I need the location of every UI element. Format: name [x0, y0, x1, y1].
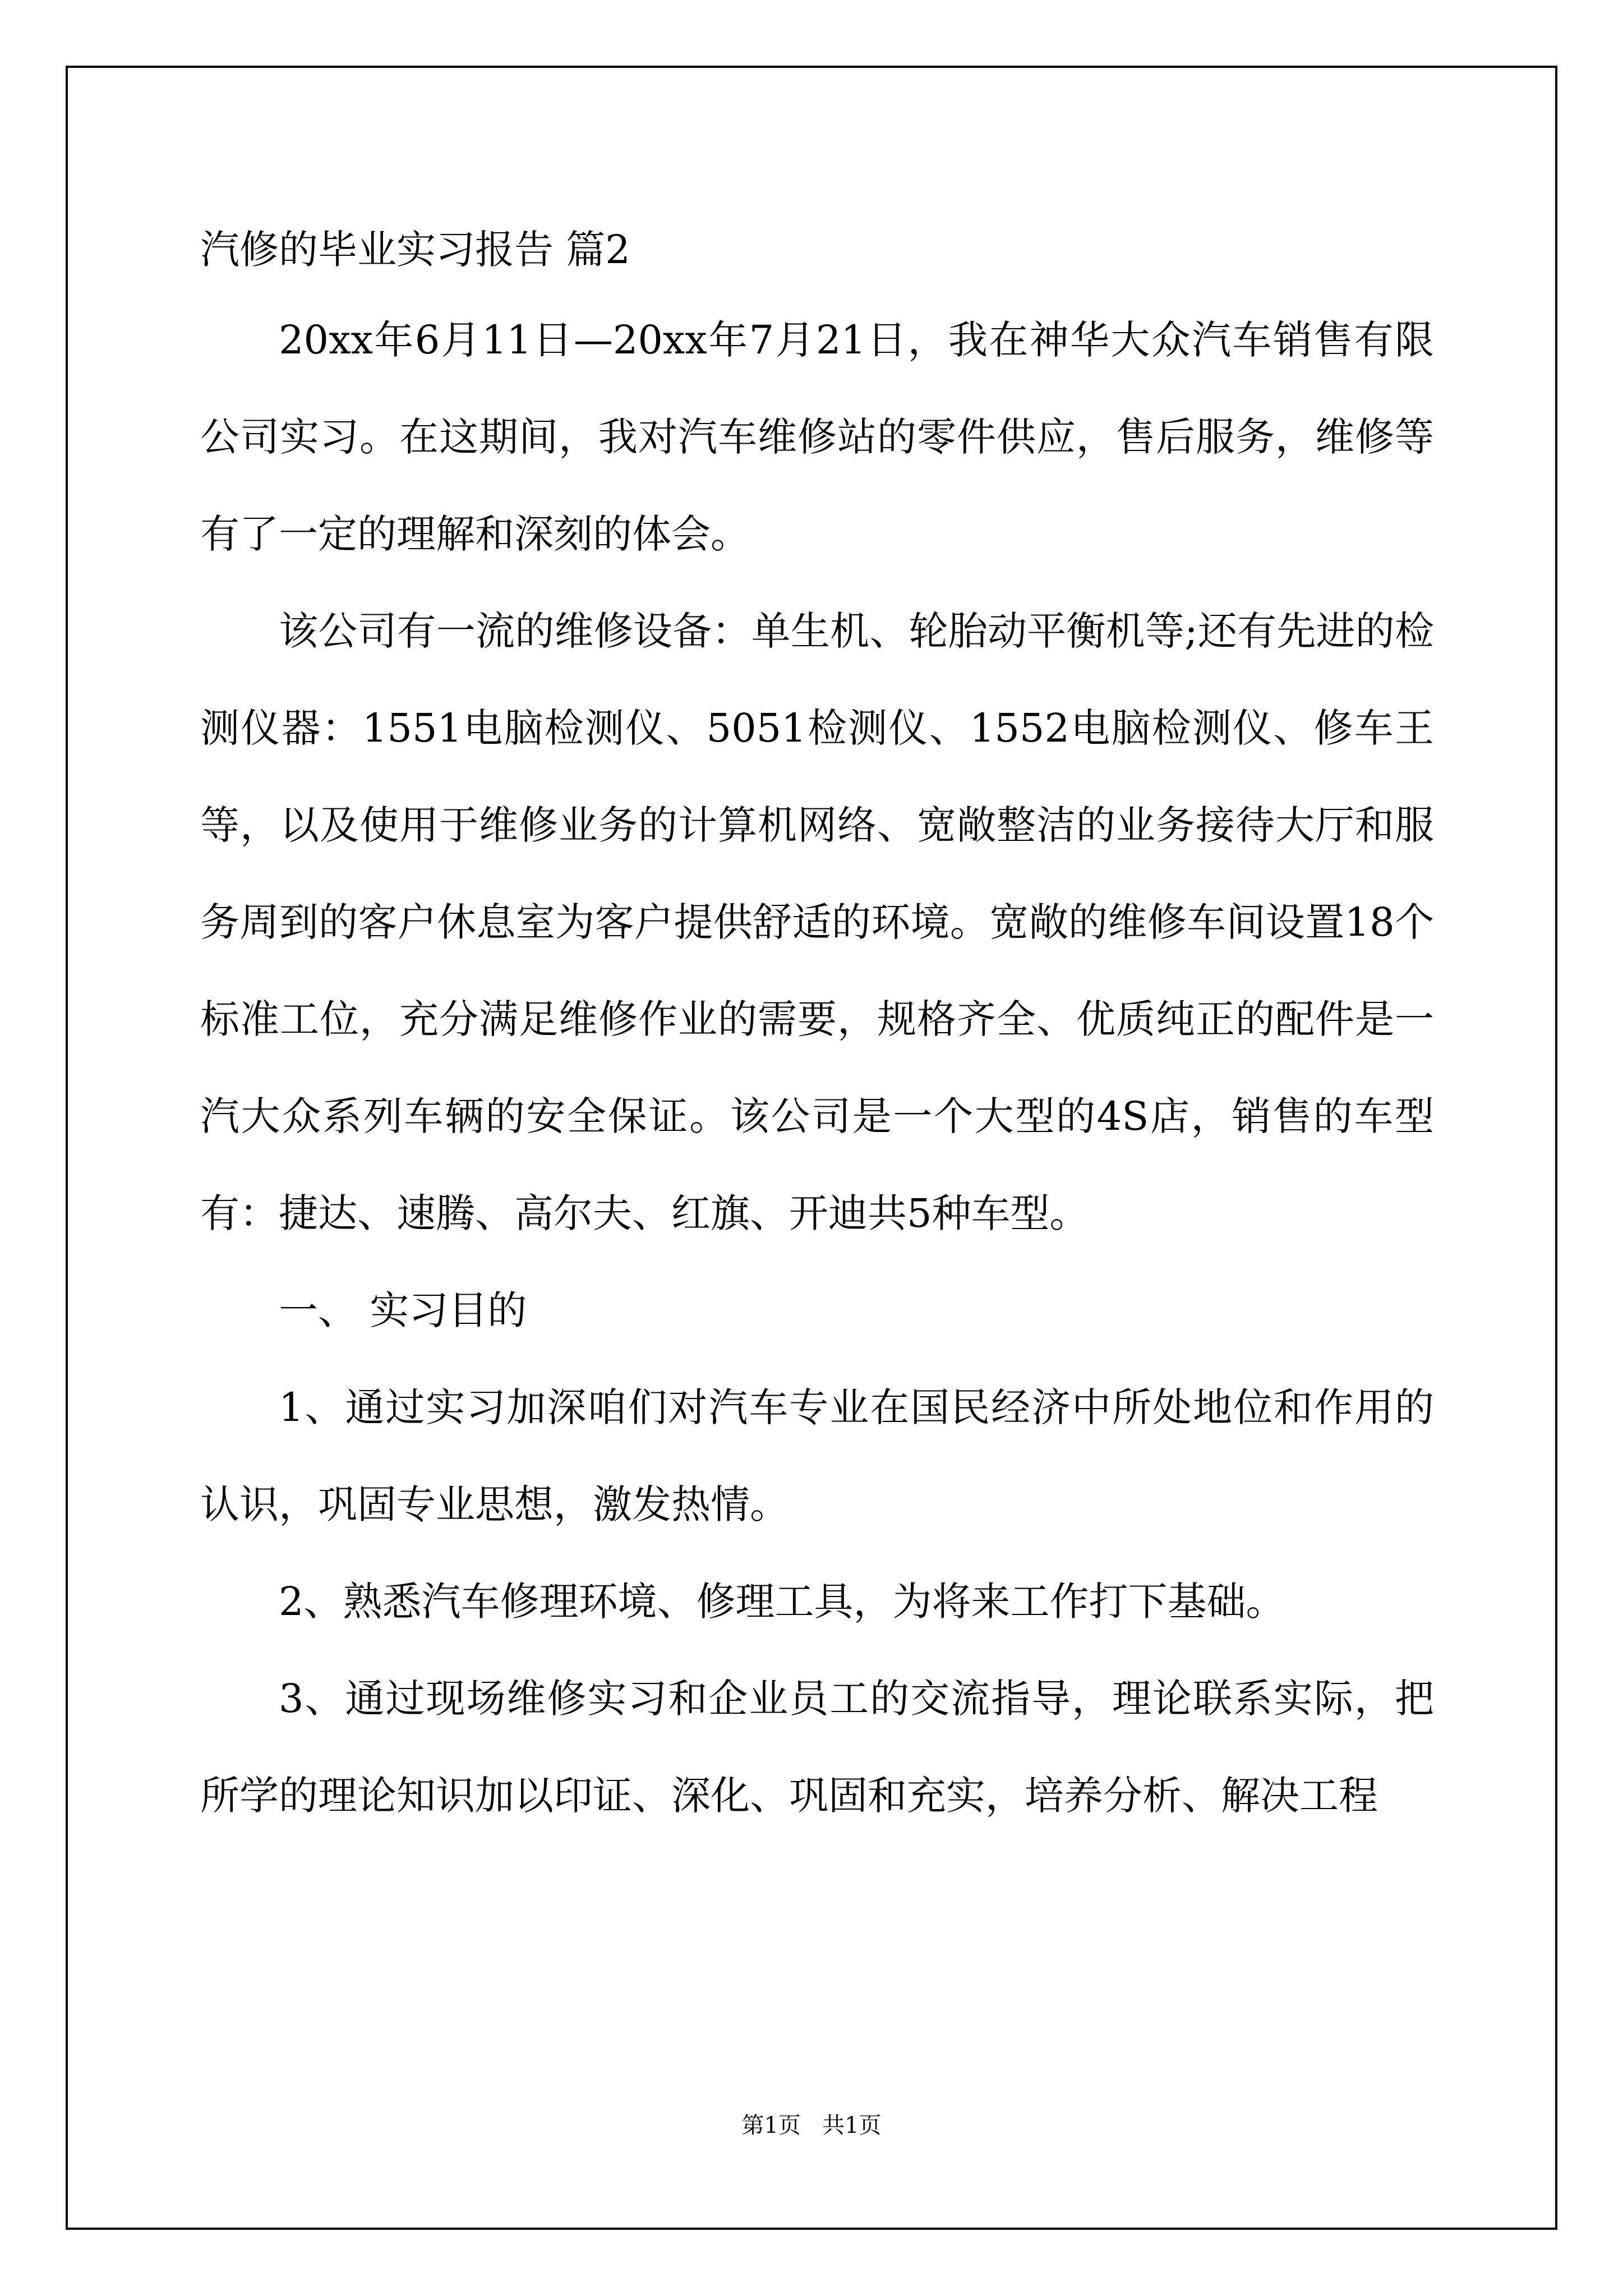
- paragraph-company: 该公司有一流的维修设备：单生机、轮胎动平衡机等;还有先进的检测仪器：1551电脑检测仪、5051检测仪、1552电脑检测仪、修车王等，以及使用于维修业务的计算机网络、宽敞整洁的业务接待大厅和服务周到的客户休息室为客户提供舒适的环境。宽敞的维修车间设置18个标准工位，充分满足维修作业的需要，规格齐全、优质纯正的配件是一汽大众系列车辆的安全保证。该公司是一个大型的4S店，销售的车型有：捷达、速腾、高尔夫、红旗、开迪共5种车型。: [200, 608, 1434, 1236]
- page-footer: 第1页 共1页: [741, 2113, 882, 2138]
- goal-item: 1、通过实习加深咱们对汽车专业在国民经济中所处地位和作用的认识，巩固专业思想，激发热情。: [200, 1384, 1434, 1527]
- document-title: 汽修的毕业实习报告 篇2: [200, 227, 630, 273]
- goal-item: 2、熟悉汽车修理环境、修理工具，为将来工作打下基础。: [279, 1579, 1285, 1625]
- goal-item: 3、通过现场维修实习和企业员工的交流指导，理论联系实际，把所学的理论知识加以印证、深化、巩固和充实，培养分析、解决工程: [200, 1676, 1434, 1819]
- section-heading: 一、 实习目的: [279, 1287, 527, 1333]
- paragraph-intro: 20xx年6月11日—20xx年7月21日，我在神华大众汽车销售有限公司实习。在这期间，我对汽车维修站的零件供应，售后服务，维修等有了一定的理解和深刻的体会。: [200, 317, 1434, 557]
- document-body: [200, 208, 1434, 1844]
